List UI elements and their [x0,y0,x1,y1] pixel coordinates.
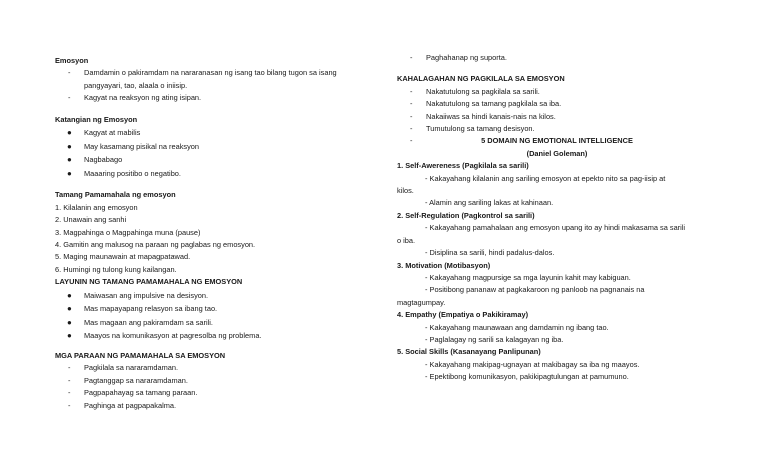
list-item: - Pagpapahayag sa tamang paraan. [68,388,198,398]
list-item: ● Mas mapayapang relasyon sa ibang tao. [67,304,218,314]
domain-text: o iba. [397,235,416,245]
list-item: 2. Unawain ang sanhi [55,215,127,225]
domain-5-heading: 5. Social Skills (Kasanayang Panlipunan) [397,347,541,357]
list-item: 3. Magpahinga o Magpahinga muna (pause) [55,227,201,237]
domain-text: - Paglalagay ng sarili sa kalagayan ng iba. [425,334,564,344]
domain-title: 5 DOMAIN NG EMOTIONAL INTELLIGENCE [481,136,633,146]
domain-1-heading: 1. Self-Awereness (Pagkilala sa sarili) [397,161,529,171]
list-item: - Pagtanggap sa nararamdaman. [68,375,188,385]
domain-4-heading: 4. Empathy (Empatiya o Pakikiramay) [397,310,529,320]
list-item: ● Mas magaan ang pakiramdam sa sarili. [67,317,213,327]
domain-subtitle: (Daniel Goleman) [526,148,588,158]
domain-text: - Positibong pananaw at pagkakaroon ng panloob na pagnanais na [425,285,645,295]
list-item: - Nakatutulong sa tamang pagkilala sa iba. [410,99,562,109]
domain-text: - Kakayahang maunawaan ang damdamin ng ibang tao. [425,322,609,332]
list-item: ● May kasamang pisikal na reaksyon [67,141,200,151]
list-item: 4. Gamitin ang malusog na paraan ng paglabas ng emosyon. [55,240,256,250]
list-item: - Paghahanap ng suporta. [410,53,507,62]
kahalagahan-heading: KAHALAGAHAN NG PAGKILALA SA EMOSYON [397,74,565,84]
list-item: ● Kagyat at mabilis [67,128,141,138]
left-column [55,55,375,412]
right-column: - Paghahanap ng suporta. KAHALAGAHAN NG PAGKILALA SA EMOSYON - Nakatutulong sa pagkilala sa sarili. - Nakatutulong sa tamang pagkilala sa iba. - Nakaiiwas sa hindi kanais-nais na kilos. - Tumutulong sa tamang desisyon. - 5 DOMAIN NG EMOTIONAL INTELLIGENCE (Daniel Goleman) 1. Self-Awereness (Pagkilala sa sarili) - Kakayahang kilalanin ang sariling emosyon at epekto nito sa pag-iisip at kilos. - Alamin ang sariling lakas at kahinaan. 2. Self-Regulation (Pagkontrol sa sarili) - Kakayahang pamahalaan ang emosyon upang ito ay hindi makasama sa sarili o iba. - Disiplina sa sarili, hindi padalus-dalos. 3. Motivation (Motibasyon) - Kakayahang magpursige sa mga layunin kahit may kabiguan. - Positibong pananaw at pagkakaroon ng panloob na pagnanais na magtagumpay. 4. Empathy (Empatiya o Pakikiramay) - Kakayahang maunawaan ang damdamin ng ibang tao. - Paglalagay ng sarili sa kalagayan ng iba. 5. Social Skills (Kasanayang Panlipunan) - Kakayahang makipag-ugnayan at makibagay sa iba ng maayos. - Epektibong komunikasyon, pakikipagtulungan at pamumuno. [397,52,717,384]
domain-3-heading: 3. Motivation (Motibasyon) [397,260,491,270]
domain-text: - Disiplina sa sarili, hindi padalus-dalos. [425,248,555,258]
list-item: 1. Kilalanin ang emosyon [55,202,138,212]
list-item: 5. Maging maunawain at mapagpatawad. [55,252,191,262]
list-item: - Damdamin o pakiramdam na nararanasan ng isang tao bilang tugon sa isang pangyayari, tao, alaala o iniisip. [68,68,337,90]
list-item: ● Nagbabago [67,155,123,165]
layunin-heading: LAYUNIN NG TAMANG PAMAMAHALA NG EMOSYON [55,277,243,287]
emosyon-heading: Emosyon [55,56,89,65]
list-item: ● Maayos na komunikasyon at pagresolba ng problema. [67,331,262,341]
list-item: - Kagyat na reaksyon ng ating isipan. [68,93,202,103]
list-item: - Tumutulong sa tamang desisyon. [410,124,535,134]
domain-text: - Alamin ang sariling lakas at kahinaan. [425,198,554,208]
list-item: - Pagkilala sa nararamdaman. [68,363,179,373]
list-item: - Nakatutulong sa pagkilala sa sarili. [410,86,540,96]
domain-text: kilos. [397,186,414,196]
pamamahala-heading: Tamang Pamamahala ng emosyon [55,190,176,200]
katangian-heading: Katangian ng Emosyon [55,114,138,124]
list-item: ● Maiwasan ang impulsive na desisyon. [67,290,209,300]
domain-text: magtagumpay. [397,297,446,307]
paraan-heading: MGA PARAAN NG PAMAMAHALA SA EMOSYON [55,351,226,361]
domain-text: - Kakayahang kilalanin ang sariling emosyon at epekto nito sa pag-iisip at [425,173,666,183]
domain-text: - Kakayahang magpursige sa mga layunin kahit may kabiguan. [425,272,631,282]
domain-text: - Kakayahang pamahalaan ang emosyon upang ito ay hindi makasama sa sarili [425,223,686,233]
list-item: - Paghinga at pagpapakalma. [68,400,177,410]
list-item: - Nakaiiwas sa hindi kanais-nais na kilos. [410,111,556,121]
list-item: 6. Humingi ng tulong kung kailangan. [55,264,177,274]
domain-text: - Kakayahang makipag-ugnayan at makibagay sa iba ng maayos. [425,359,640,369]
list-item: ● Maaaring positibo o negatibo. [67,168,181,178]
domain-text: - Epektibong komunikasyon, pakikipagtulungan at pamumuno. [425,372,629,382]
domain-2-heading: 2. Self-Regulation (Pagkontrol sa sarili) [397,210,535,220]
